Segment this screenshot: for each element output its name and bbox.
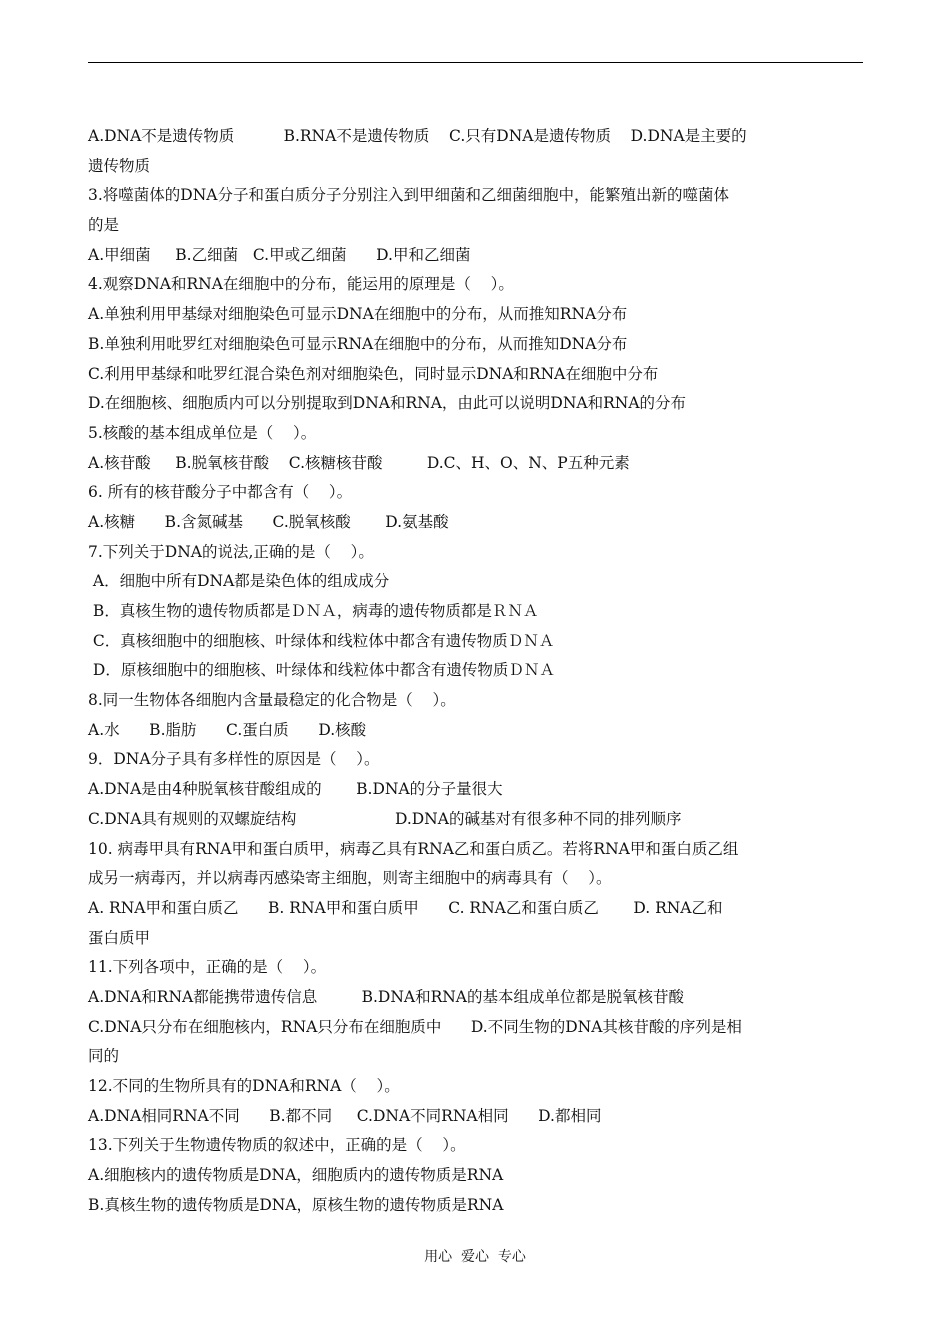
text-line: 12.不同的生物所具有的DNA和RNA（ ）。 <box>88 1077 400 1095</box>
text-line: B.真核生物的遗传物质是DNA，原核生物的遗传物质是RNA <box>88 1195 504 1214</box>
text-line: A.水 B.脂肪 C.蛋白质 D.核酸 <box>88 720 367 739</box>
text-line: 8.同一生物体各细胞内含量最稳定的化合物是（ ）。 <box>88 691 456 710</box>
text-line: 6. 所有的核苷酸分子中都含有（ ）。 <box>88 483 353 502</box>
text-line: B．真核生物的遗传物质都是ＤＮＡ，病毒的遗传物质都是ＲＮＡ <box>88 602 539 620</box>
text-line: A.细胞核内的遗传物质是DNA，细胞质内的遗传物质是RNA <box>88 1166 504 1185</box>
text-line: A.DNA相同RNA不同 B.都不同 C.DNA不同RNA相同 D.都相同 <box>88 1106 602 1125</box>
question-body <box>88 122 863 1220</box>
text-line: 9．DNA分子具有多样性的原因是（ ）。 <box>88 750 380 769</box>
text-line: A.核苷酸 B.脱氧核苷酸 C.核糖核苷酸 D.C、H、O、N、P五种元素 <box>88 453 630 472</box>
header-rule <box>88 62 863 63</box>
page-footer: 用心 爱心 专心 <box>424 1249 526 1265</box>
text-line: A. RNA甲和蛋白质乙 B. RNA甲和蛋白质甲 C. RNA乙和蛋白质乙 D. RNA乙和 <box>88 898 723 917</box>
text-line: 的是 <box>88 216 120 235</box>
text-line: A.DNA是由4种脱氧核苷酸组成的 B.DNA的分子量很大 <box>88 780 503 799</box>
text-line: 5.核酸的基本组成单位是（ ）。 <box>88 423 317 442</box>
text-line: A.DNA不是遗传物质 B.RNA不是遗传物质 C.只有DNA是遗传物质 D.DNA是主要的 <box>88 127 747 145</box>
text-line: A.单独利用甲基绿对细胞染色可显示DNA在细胞中的分布，从而推知RNA分布 <box>88 305 628 324</box>
text-line: 同的 <box>88 1047 120 1066</box>
text-line: C.利用甲基绿和吡罗红混合染色剂对细胞染色，同时显示DNA和RNA在细胞中分布 <box>88 364 659 383</box>
text-line: 11.下列各项中，正确的是（ ）。 <box>88 958 327 977</box>
text-line: D．原核细胞中的细胞核、叶绿体和线粒体中都含有遗传物质ＤＮＡ <box>88 661 555 680</box>
text-line: C.DNA只分布在细胞核内，RNA只分布在细胞质中 D.不同生物的DNA其核苷酸的序列是相 <box>88 1017 742 1036</box>
text-line: D.在细胞核、细胞质内可以分别提取到DNA和RNA，由此可以说明DNA和RNA的分布 <box>88 394 687 413</box>
text-line: 10. 病毒甲具有RNA甲和蛋白质甲，病毒乙具有RNA乙和蛋白质乙。若将RNA甲和蛋白质乙组 <box>88 839 739 858</box>
text-line: 成另一病毒丙，并以病毒丙感染寄主细胞，则寄主细胞中的病毒具有（ ）。 <box>88 869 612 888</box>
text-line: A.核糖 B.含氮碱基 C.脱氧核酸 D.氨基酸 <box>88 512 449 531</box>
text-line: 蛋白质甲 <box>88 928 151 947</box>
text-line: 7.下列关于DNA的说法,正确的是（ ）。 <box>88 542 374 561</box>
text-line: C．真核细胞中的细胞核、叶绿体和线粒体中都含有遗传物质ＤＮＡ <box>88 631 555 650</box>
text-line: 13.下列关于生物遗传物质的叙述中，正确的是（ ）。 <box>88 1136 466 1155</box>
text-line: C.DNA具有规则的双螺旋结构 D.DNA的碱基对有很多种不同的排列顺序 <box>88 809 682 828</box>
text-line: B.单独利用吡罗红对细胞染色可显示RNA在细胞中的分布，从而推知DNA分布 <box>88 334 628 353</box>
text-line: A.DNA和RNA都能携带遗传信息 B.DNA和RNA的基本组成单位都是脱氧核苷酸 <box>88 987 685 1006</box>
text-line: 3.将噬菌体的DNA分子和蛋白质分子分别注入到甲细菌和乙细菌细胞中，能繁殖出新的噬菌体 <box>88 186 729 205</box>
text-line: 4.观察DNA和RNA在细胞中的分布，能运用的原理是（ ）。 <box>88 275 514 294</box>
text-line: A．细胞中所有DNA都是染色体的组成成分 <box>88 572 390 591</box>
text-line: 遗传物质 <box>88 156 151 175</box>
text-line: A.甲细菌 B.乙细菌 C.甲或乙细菌 D.甲和乙细菌 <box>88 245 471 264</box>
